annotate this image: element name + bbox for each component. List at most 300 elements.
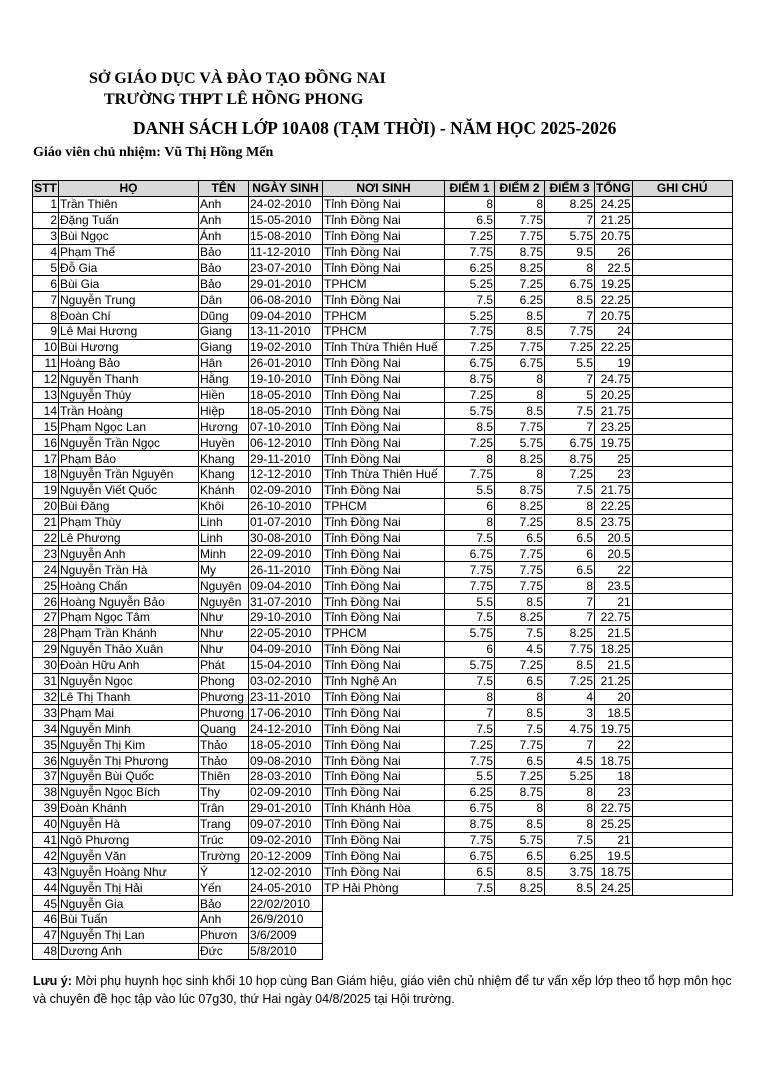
- firstname-cell: Bảo: [199, 244, 249, 260]
- total-cell: 23.75: [595, 514, 633, 530]
- note-cell: [632, 641, 732, 657]
- table-row: [33, 451, 733, 467]
- birthplace-cell: Tỉnh Đồng Nai: [323, 482, 445, 498]
- stt-cell: 21: [33, 514, 59, 530]
- score2-cell: 7.25: [495, 276, 545, 292]
- score3-cell: 6.25: [545, 848, 595, 864]
- birthplace-cell: TPHCM: [323, 498, 445, 514]
- table-row: [33, 514, 733, 530]
- note-cell: [632, 880, 732, 896]
- total-cell: 26: [595, 244, 633, 260]
- column-header: ĐIỂM 3: [545, 181, 595, 197]
- firstname-cell: Hiệp: [199, 403, 249, 419]
- column-header: TÊN: [199, 181, 249, 197]
- score2-cell: 7.5: [495, 721, 545, 737]
- note-cell: [632, 403, 732, 419]
- birthplace-cell: Tỉnh Đồng Nai: [323, 578, 445, 594]
- surname-cell: Lê Mai Hương: [59, 324, 199, 340]
- birthplace-cell: Tỉnh Đồng Nai: [323, 292, 445, 308]
- birthdate-cell: 29-11-2010: [249, 451, 323, 467]
- total-cell: 22.75: [595, 610, 633, 626]
- table-row: [33, 260, 733, 276]
- total-cell: 24: [595, 324, 633, 340]
- stt-cell: 33: [33, 705, 59, 721]
- stt-cell: 2: [33, 212, 59, 228]
- score2-cell: 8.75: [495, 784, 545, 800]
- firstname-cell: Như: [199, 625, 249, 641]
- firstname-cell: Phong: [199, 673, 249, 689]
- score3-cell: 3.75: [545, 864, 595, 880]
- score2-cell: 8.75: [495, 244, 545, 260]
- score2-cell: 8.25: [495, 880, 545, 896]
- table-row: [33, 943, 733, 959]
- score3-cell: 8.5: [545, 880, 595, 896]
- total-cell: 19: [595, 355, 633, 371]
- score2-cell: 7.75: [495, 212, 545, 228]
- score3-cell: 7: [545, 212, 595, 228]
- firstname-cell: Linh: [199, 530, 249, 546]
- surname-cell: Lê Thị Thanh: [59, 689, 199, 705]
- note-cell: [632, 371, 732, 387]
- surname-cell: Trần Hoàng: [59, 403, 199, 419]
- total-cell: 24.25: [595, 880, 633, 896]
- score2-cell: 7.25: [495, 514, 545, 530]
- birthplace-cell: Tỉnh Đồng Nai: [323, 371, 445, 387]
- stt-cell: 13: [33, 387, 59, 403]
- note-cell: [632, 435, 732, 451]
- notice: [33, 972, 738, 1008]
- column-header: STT: [34, 181, 57, 196]
- surname-cell: Nguyễn Hà: [59, 816, 199, 832]
- birthplace-cell: Tỉnh Thừa Thiên Huế: [323, 467, 445, 483]
- note-cell: [632, 339, 732, 355]
- total-cell: 20.75: [595, 308, 633, 324]
- birthplace-cell: Tỉnh Đồng Nai: [323, 260, 445, 276]
- score1-cell: 7.25: [445, 339, 495, 355]
- score2-cell: 8.5: [495, 324, 545, 340]
- surname-cell: Phạm Thế: [59, 244, 199, 260]
- table-row: [33, 625, 733, 641]
- total-cell: 19.5: [595, 848, 633, 864]
- stt-cell: 37: [33, 768, 59, 784]
- birthdate-cell: 02-09-2010: [249, 482, 323, 498]
- score1-cell: 6.5: [445, 212, 495, 228]
- birthplace-cell: Tỉnh Đồng Nai: [323, 514, 445, 530]
- note-cell: [632, 244, 732, 260]
- note-cell: [632, 292, 732, 308]
- score2-cell: 7.75: [495, 228, 545, 244]
- column-header: ĐIỂM 1: [445, 181, 495, 197]
- score2-cell: 8.25: [495, 451, 545, 467]
- firstname-cell: Hằng: [199, 371, 249, 387]
- score3-cell: 8: [545, 260, 595, 276]
- score2-cell: 4.5: [495, 641, 545, 657]
- table-row: [33, 276, 733, 292]
- score3-cell: 7.25: [545, 673, 595, 689]
- firstname-cell: Như: [199, 610, 249, 626]
- note-cell: [632, 784, 732, 800]
- surname-cell: Nguyễn Hoàng Như: [59, 864, 199, 880]
- birthdate-cell: 06-08-2010: [249, 292, 323, 308]
- note-cell: [632, 562, 732, 578]
- score1-cell: 8.5: [445, 419, 495, 435]
- total-cell: 24.75: [595, 371, 633, 387]
- table-row: [33, 371, 733, 387]
- score3-cell: 6: [545, 546, 595, 562]
- table-row: [33, 673, 733, 689]
- surname-cell: Nguyễn Trần Ngọc: [59, 435, 199, 451]
- table-row: [33, 689, 733, 705]
- note-cell: [632, 578, 732, 594]
- birthplace-cell: TPHCM: [323, 308, 445, 324]
- score3-cell: 5.75: [545, 228, 595, 244]
- total-cell: 20.5: [595, 530, 633, 546]
- total-cell: 23.25: [595, 419, 633, 435]
- score1-cell: 7.75: [445, 244, 495, 260]
- table-row: [33, 403, 733, 419]
- note-cell: [632, 498, 732, 514]
- surname-cell: Nguyễn Thảo Xuân: [59, 641, 199, 657]
- firstname-cell: Ý: [199, 864, 249, 880]
- birthdate-cell: 29-01-2010: [249, 800, 323, 816]
- total-cell: 22.25: [595, 292, 633, 308]
- score1-cell: 6: [445, 498, 495, 514]
- surname-cell: Nguyễn Văn: [59, 848, 199, 864]
- score1-cell: 5.5: [445, 594, 495, 610]
- empty-cell: [323, 943, 445, 959]
- page-title: DANH SÁCH LỚP 10A08 (TẠM THỜI) - NĂM HỌC 2025-2026: [133, 118, 617, 138]
- surname-cell: Nguyễn Trần Hà: [59, 562, 199, 578]
- firstname-cell: Trúc: [199, 832, 249, 848]
- score3-cell: 8.75: [545, 451, 595, 467]
- birthplace-cell: Tỉnh Đồng Nai: [323, 355, 445, 371]
- stt-cell: 11: [33, 355, 59, 371]
- total-cell: 22: [595, 737, 633, 753]
- score1-cell: 7.75: [445, 324, 495, 340]
- score2-cell: 7.75: [495, 419, 545, 435]
- birthplace-cell: Tỉnh Đồng Nai: [323, 832, 445, 848]
- stt-cell: 22: [33, 530, 59, 546]
- total-cell: 21.5: [595, 625, 633, 641]
- firstname-cell: Thy: [199, 784, 249, 800]
- surname-cell: Bùi Hương: [59, 339, 199, 355]
- birthplace-cell: Tỉnh Đồng Nai: [323, 737, 445, 753]
- surname-cell: Ngô Phương: [59, 832, 199, 848]
- firstname-cell: Khánh: [199, 482, 249, 498]
- school-name: TRƯỜNG THPT LÊ HỒNG PHONG: [104, 91, 364, 108]
- birthplace-cell: TPHCM: [323, 324, 445, 340]
- empty-cell: [323, 911, 445, 927]
- table-row: [33, 435, 733, 451]
- birthdate-cell: 18-05-2010: [249, 387, 323, 403]
- stt-cell: 47: [33, 927, 59, 943]
- notice-text: Mời phụ huynh học sinh khối 10 họp cùng Ban Giám hiệu, giáo viên chủ nhiệm để tư vấn xếp lớp theo tổ hợp môn học và chuyên đề học tập vào lúc 07g30, thứ Hai ngày 04/8/2025 tại Hội trường.: [33, 974, 732, 1006]
- score3-cell: 7: [545, 737, 595, 753]
- empty-cell: [545, 911, 595, 927]
- score1-cell: 6.75: [445, 355, 495, 371]
- score2-cell: 8: [495, 800, 545, 816]
- table-row: [33, 657, 733, 673]
- class-list-table: [32, 180, 733, 960]
- empty-cell: [495, 911, 545, 927]
- birthdate-cell: 12-12-2010: [249, 467, 323, 483]
- birthdate-cell: 11-12-2010: [249, 244, 323, 260]
- empty-cell: [445, 927, 495, 943]
- stt-cell: 5: [33, 260, 59, 276]
- total-cell: 23: [595, 467, 633, 483]
- empty-cell: [495, 943, 545, 959]
- stt-cell: 12: [33, 371, 59, 387]
- surname-cell: Nguyễn Thị Hải: [59, 880, 199, 896]
- table-row: [33, 832, 733, 848]
- birthplace-cell: Tỉnh Đồng Nai: [323, 753, 445, 769]
- homeroom-teacher: Giáo viên chủ nhiệm: Vũ Thị Hồng Mến: [33, 145, 274, 160]
- score2-cell: 8.5: [495, 816, 545, 832]
- stt-cell: 15: [33, 419, 59, 435]
- score3-cell: 7: [545, 610, 595, 626]
- birthdate-cell: 12-02-2010: [249, 864, 323, 880]
- total-cell: 21.25: [595, 212, 633, 228]
- birthplace-cell: Tỉnh Đồng Nai: [323, 435, 445, 451]
- score3-cell: 8: [545, 578, 595, 594]
- notice-label: Lưu ý:: [33, 974, 72, 988]
- score1-cell: 5.75: [445, 403, 495, 419]
- firstname-cell: Anh: [199, 196, 249, 212]
- firstname-cell: Hương: [199, 419, 249, 435]
- score2-cell: 8: [495, 371, 545, 387]
- birthdate-cell: 23-11-2010: [249, 689, 323, 705]
- firstname-cell: Bảo: [199, 896, 249, 912]
- score2-cell: 6.5: [495, 530, 545, 546]
- birthdate-cell: 19-10-2010: [249, 371, 323, 387]
- note-cell: [632, 610, 732, 626]
- birthplace-cell: Tỉnh Đồng Nai: [323, 228, 445, 244]
- total-cell: 18: [595, 768, 633, 784]
- score3-cell: 8: [545, 784, 595, 800]
- stt-cell: 39: [33, 800, 59, 816]
- score2-cell: 8: [495, 387, 545, 403]
- stt-cell: 48: [33, 943, 59, 959]
- score3-cell: 7: [545, 371, 595, 387]
- score1-cell: 7.5: [445, 530, 495, 546]
- empty-cell: [595, 943, 633, 959]
- score1-cell: 8: [445, 451, 495, 467]
- birthplace-cell: Tỉnh Đồng Nai: [323, 562, 445, 578]
- birthdate-cell: 09-04-2010: [249, 308, 323, 324]
- score1-cell: 7.25: [445, 737, 495, 753]
- stt-cell: 29: [33, 641, 59, 657]
- birthplace-cell: Tỉnh Đồng Nai: [323, 244, 445, 260]
- total-cell: 22.5: [595, 260, 633, 276]
- score2-cell: 7.75: [495, 339, 545, 355]
- score2-cell: 7.75: [495, 562, 545, 578]
- birthdate-cell: 26-01-2010: [249, 355, 323, 371]
- total-cell: 21.75: [595, 482, 633, 498]
- table-row: [33, 578, 733, 594]
- score3-cell: 8.5: [545, 514, 595, 530]
- score1-cell: 7.75: [445, 467, 495, 483]
- score2-cell: 5.75: [495, 435, 545, 451]
- stt-cell: 42: [33, 848, 59, 864]
- total-cell: 18.25: [595, 641, 633, 657]
- score2-cell: 8.25: [495, 498, 545, 514]
- score3-cell: 7.5: [545, 403, 595, 419]
- empty-cell: [445, 911, 495, 927]
- score2-cell: 6.5: [495, 753, 545, 769]
- table-row: [33, 308, 733, 324]
- note-cell: [632, 260, 732, 276]
- surname-cell: Nguyễn Thị Phương: [59, 753, 199, 769]
- stt-cell: 41: [33, 832, 59, 848]
- score2-cell: 7.25: [495, 657, 545, 673]
- note-cell: [632, 800, 732, 816]
- empty-cell: [495, 927, 545, 943]
- note-cell: [632, 673, 732, 689]
- score3-cell: 7.75: [545, 641, 595, 657]
- stt-cell: 1: [33, 196, 59, 212]
- table-row: [33, 355, 733, 371]
- birthplace-cell: Tỉnh Nghệ An: [323, 673, 445, 689]
- birthdate-cell: 22-09-2010: [249, 546, 323, 562]
- stt-cell: 46: [33, 911, 59, 927]
- surname-cell: Hoàng Nguyễn Bảo: [59, 594, 199, 610]
- table-row: [33, 768, 733, 784]
- empty-cell: [595, 896, 633, 912]
- birthplace-cell: Tỉnh Đồng Nai: [323, 721, 445, 737]
- score3-cell: 7.25: [545, 467, 595, 483]
- surname-cell: Nguyễn Thanh: [59, 371, 199, 387]
- firstname-cell: Bảo: [199, 276, 249, 292]
- score3-cell: 7.25: [545, 339, 595, 355]
- surname-cell: Nguyễn Viết Quốc: [59, 482, 199, 498]
- score2-cell: 8.5: [495, 705, 545, 721]
- note-cell: [632, 721, 732, 737]
- birthdate-cell: 29-10-2010: [249, 610, 323, 626]
- note-cell: [632, 451, 732, 467]
- surname-cell: Hoàng Chấn: [59, 578, 199, 594]
- firstname-cell: Phát: [199, 657, 249, 673]
- firstname-cell: Trang: [199, 816, 249, 832]
- empty-cell: [632, 911, 732, 927]
- birthplace-cell: Tỉnh Đồng Nai: [323, 848, 445, 864]
- total-cell: 22.75: [595, 800, 633, 816]
- score1-cell: 7.25: [445, 387, 495, 403]
- birthdate-cell: 13-11-2010: [249, 324, 323, 340]
- table-row: [33, 292, 733, 308]
- firstname-cell: Phươn: [199, 927, 249, 943]
- score2-cell: 8.5: [495, 308, 545, 324]
- birthdate-cell: 23-07-2010: [249, 260, 323, 276]
- birthdate-cell: 22/02/2010: [249, 896, 323, 912]
- birthplace-cell: Tỉnh Đồng Nai: [323, 768, 445, 784]
- surname-cell: Nguyễn Trung: [59, 292, 199, 308]
- firstname-cell: Hân: [199, 355, 249, 371]
- total-cell: 22.25: [595, 498, 633, 514]
- column-header: GHI CHÚ: [632, 181, 732, 197]
- firstname-cell: Minh: [199, 546, 249, 562]
- empty-cell: [323, 896, 445, 912]
- stt-cell: 38: [33, 784, 59, 800]
- birthplace-cell: Tỉnh Khánh Hòa: [323, 800, 445, 816]
- birthplace-cell: Tỉnh Đồng Nai: [323, 419, 445, 435]
- firstname-cell: Khôi: [199, 498, 249, 514]
- stt-cell: 25: [33, 578, 59, 594]
- stt-cell: 45: [33, 896, 59, 912]
- score3-cell: 8.25: [545, 625, 595, 641]
- birthdate-cell: 06-12-2010: [249, 435, 323, 451]
- score2-cell: 6.75: [495, 355, 545, 371]
- surname-cell: Nguyễn Ngọc Bích: [59, 784, 199, 800]
- stt-cell: 16: [33, 435, 59, 451]
- stt-cell: 14: [33, 403, 59, 419]
- score3-cell: 7.5: [545, 832, 595, 848]
- stt-cell: 17: [33, 451, 59, 467]
- score1-cell: 6.75: [445, 546, 495, 562]
- birthdate-cell: 18-05-2010: [249, 403, 323, 419]
- birthplace-cell: Tỉnh Đồng Nai: [323, 546, 445, 562]
- firstname-cell: Thiên: [199, 768, 249, 784]
- firstname-cell: Nguyên: [199, 594, 249, 610]
- score1-cell: 5.75: [445, 657, 495, 673]
- birthdate-cell: 04-09-2010: [249, 641, 323, 657]
- score1-cell: 6.25: [445, 260, 495, 276]
- note-cell: [632, 594, 732, 610]
- surname-cell: Dương Anh: [59, 943, 199, 959]
- total-cell: 19.75: [595, 721, 633, 737]
- birthplace-cell: Tỉnh Đồng Nai: [323, 816, 445, 832]
- score1-cell: 8: [445, 196, 495, 212]
- score2-cell: 8: [495, 467, 545, 483]
- table-row: [33, 467, 733, 483]
- score2-cell: 8.25: [495, 610, 545, 626]
- birthdate-cell: 3/6/2009: [249, 927, 323, 943]
- score1-cell: 7.75: [445, 562, 495, 578]
- table-row: [33, 911, 733, 927]
- firstname-cell: Trường: [199, 848, 249, 864]
- firstname-cell: Huyền: [199, 435, 249, 451]
- table-row: [33, 753, 733, 769]
- surname-cell: Bùi Đăng: [59, 498, 199, 514]
- surname-cell: Bùi Ngọc: [59, 228, 199, 244]
- table-row: [33, 705, 733, 721]
- firstname-cell: My: [199, 562, 249, 578]
- stt-cell: 26: [33, 594, 59, 610]
- birthdate-cell: 26-10-2010: [249, 498, 323, 514]
- surname-cell: Đoàn Chí: [59, 308, 199, 324]
- total-cell: 22.25: [595, 339, 633, 355]
- note-cell: [632, 324, 732, 340]
- score2-cell: 6.25: [495, 292, 545, 308]
- surname-cell: Nguyễn Trần Nguyên: [59, 467, 199, 483]
- surname-cell: Bùi Tuấn: [59, 911, 199, 927]
- total-cell: 21.5: [595, 657, 633, 673]
- score1-cell: 7.5: [445, 673, 495, 689]
- score1-cell: 7.5: [445, 292, 495, 308]
- note-cell: [632, 848, 732, 864]
- total-cell: 19.25: [595, 276, 633, 292]
- total-cell: 21: [595, 832, 633, 848]
- birthdate-cell: 22-05-2010: [249, 625, 323, 641]
- note-cell: [632, 832, 732, 848]
- total-cell: 25.25: [595, 816, 633, 832]
- table-row: [33, 562, 733, 578]
- table-row: [33, 721, 733, 737]
- birthplace-cell: Tỉnh Đồng Nai: [323, 451, 445, 467]
- surname-cell: Nguyễn Thị Lan: [59, 927, 199, 943]
- score1-cell: 7.75: [445, 578, 495, 594]
- table-row: [33, 784, 733, 800]
- birthdate-cell: 09-02-2010: [249, 832, 323, 848]
